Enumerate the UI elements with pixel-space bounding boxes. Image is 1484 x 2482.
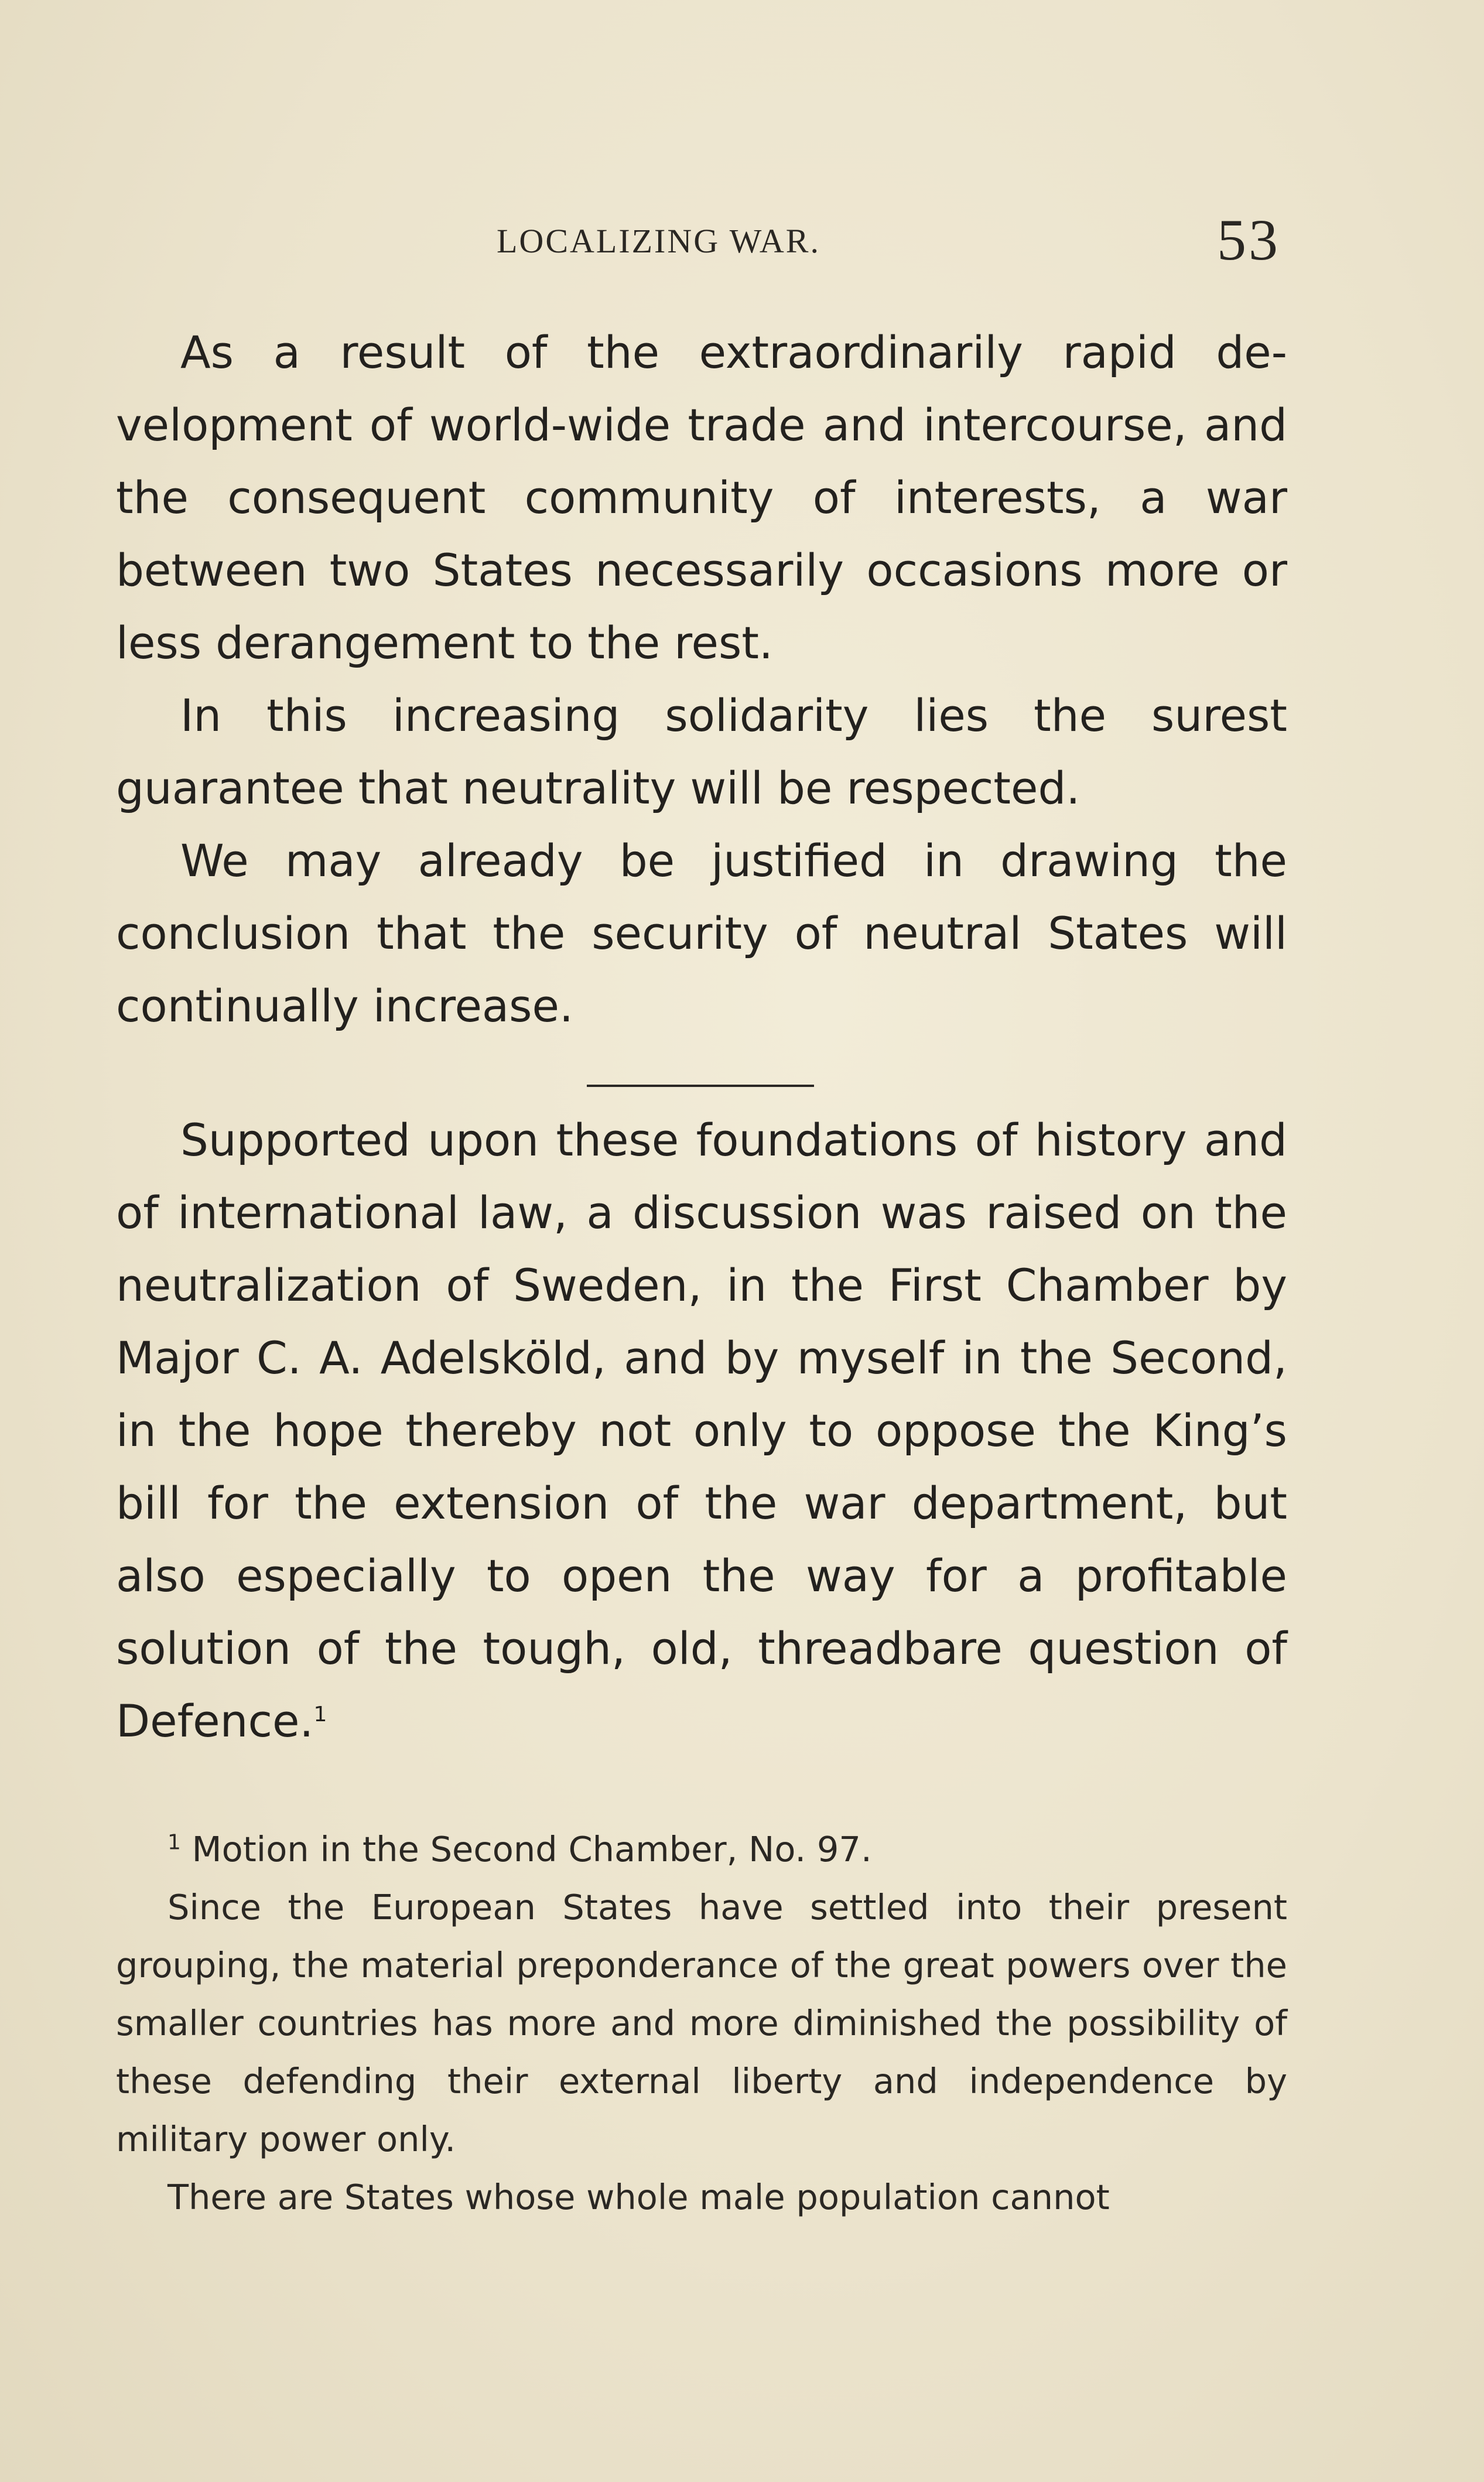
footnote-reference: 1 <box>313 1702 327 1727</box>
footnote-marker: 1 <box>167 1830 181 1855</box>
body-paragraph: As a result of the extraordinarily rapid development of world-wide trade and intercourse, and the consequent community of interests, a war between two States necessarily occasions more or less derangement to the rest. <box>116 327 1287 669</box>
page-number: 53 <box>1217 207 1280 272</box>
running-head: LOCALIZING WAR. <box>497 222 820 260</box>
main-text-section-one <box>116 316 1287 1042</box>
footnotes <box>116 1820 1287 2226</box>
footnote-paragraph: Since the European States have settled into their present grouping, the material preponderance of the great powers over the smaller countries has more and more diminished the possibility of these defending their external liberty and independence by military power only. <box>116 1887 1287 2159</box>
section-divider-rule <box>587 1085 814 1087</box>
footnote-citation <box>116 1820 1287 1878</box>
body-paragraph: In this increasing solidarity lies the surest guarantee that neutrality will be respected. <box>116 690 1287 814</box>
body-paragraph: We may already be justified in drawing the conclusion that the security of neutral States will continually increase. <box>116 835 1287 1032</box>
footnote-paragraph: There are States whose whole male population cannot <box>167 2177 1110 2217</box>
main-text-section-two <box>116 1104 1287 1758</box>
body-paragraph <box>116 1104 1287 1758</box>
footnote-citation-text: Motion in the Second Chamber, No. 97. <box>192 1829 872 1869</box>
body-paragraph-text: Supported upon these foundations of history and of international law, a discussion was raised on the neutralization of Sweden, in the First Chamber by Major C. A. Adelsköld, and by myself in the Second, in the hope thereby not only to oppose the King’s bill for the extension of the war department, but also especially to open the way for a profitable solution of the tough, old, threadbare question of Defence. <box>116 1114 1287 1747</box>
